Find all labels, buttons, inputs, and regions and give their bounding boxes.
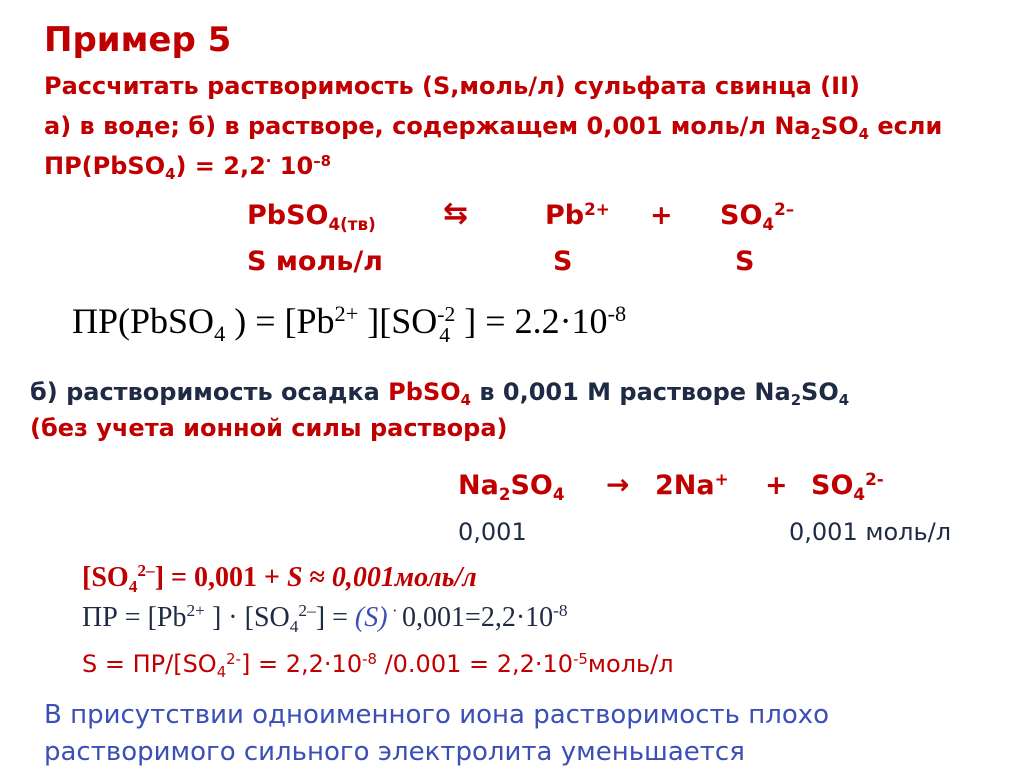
superscript: 2– [774, 198, 795, 219]
formula-part: /0.001 = 2,2·10 [376, 650, 574, 678]
reaction2-plus: + [765, 470, 788, 501]
formula-part: Na [458, 470, 499, 501]
formula-part: SO [801, 378, 839, 406]
formula-part: S = ПР/[SO [82, 650, 217, 678]
superscript: 2– [137, 561, 155, 581]
reaction2-product1 [655, 470, 729, 501]
solubility-product-formula [72, 300, 627, 347]
formula-part: 2Na [655, 470, 715, 501]
dot: · [387, 601, 403, 621]
conclusion-line-1: В присутствии одноименного иона растворимость плохо [44, 700, 830, 730]
reaction1-product2 [720, 198, 795, 234]
reaction2-reactant [458, 470, 565, 504]
formula-part: PbSO [247, 200, 329, 231]
superscript: 2+ [186, 601, 205, 621]
formula-part: Pb [545, 200, 585, 231]
task-line-2 [44, 112, 943, 144]
reaction1-plus: + [650, 200, 673, 231]
subscript: 4 [838, 391, 850, 410]
formula-part: (S) [354, 602, 388, 633]
calc-line-3 [82, 649, 674, 682]
reaction-arrow-icon: → [606, 468, 630, 501]
calc-line-1 [82, 561, 477, 597]
page-title: Пример 5 [44, 20, 232, 60]
subscript: 4 [853, 483, 866, 504]
subscript: 4 [460, 391, 471, 410]
reaction1-product1 [545, 200, 610, 231]
subscript: 4 [552, 483, 565, 504]
exponent: -8 [553, 601, 568, 621]
formula-part: S [286, 562, 303, 593]
formula-part: ][SO [358, 301, 438, 341]
formula-part: [SO [82, 562, 129, 593]
task-line-1-text: Рассчитать растворимость (S,моль/л) сульфата свинца (II) [44, 72, 860, 100]
part-b-text: в 0,001 М растворе Na [471, 378, 791, 406]
subscript: 2 [498, 483, 511, 504]
exponent: -5 [573, 649, 588, 668]
part-b-line-1 [30, 378, 850, 410]
subscript: 4 [439, 322, 451, 347]
task-line-2-text: а) в воде; б) в растворе, содержащем 0,001 моль/л Na [44, 112, 811, 140]
superscript: 2- [865, 468, 884, 489]
exponent: –8 [313, 151, 331, 170]
subscript: 2 [810, 125, 821, 144]
part-b-line-2: (без учета ионной силы раствора) [30, 414, 508, 442]
subscript: 4 [214, 320, 226, 346]
superscript: 2– [298, 601, 316, 621]
exponent: -8 [607, 300, 627, 326]
formula-part: ] = 0,001 + [154, 562, 287, 593]
formula-part: 0,001=2,2·10 [402, 602, 554, 633]
formula-part: ПР(PbSO [44, 152, 166, 180]
formula-part: ПР = [Pb [82, 602, 187, 633]
subscript: 4 [762, 213, 775, 234]
subscript: 4 [216, 663, 227, 682]
formula-part: ] · [SO [204, 602, 290, 633]
subscript: 4 [289, 617, 299, 637]
superscript: 2+ [584, 198, 610, 219]
equilibrium-arrow-icon: ⇆ [443, 196, 469, 231]
formula-part: PbSO [388, 378, 461, 406]
reaction2-product2 [811, 468, 884, 504]
reaction2-value-left: 0,001 [458, 518, 527, 546]
formula-part: ) = [Pb [225, 301, 335, 341]
task-line-1 [44, 72, 860, 100]
dot: · [265, 151, 272, 170]
reaction1-row2-col2: S [553, 246, 573, 277]
formula-part: ] = 2.2·10 [455, 301, 608, 341]
subscript: 4 [165, 165, 176, 184]
formula-part: 10 [271, 152, 314, 180]
reaction1-row2-col3: S [735, 246, 755, 277]
task-line-3 [44, 151, 331, 184]
subscript: 4(тв) [328, 213, 376, 234]
superscript: 2- [226, 649, 242, 668]
subscript: 2 [790, 391, 802, 410]
formula-part: SO [811, 470, 854, 501]
superscript: + [714, 468, 729, 489]
formula-part: ] = 2,2·10 [241, 650, 363, 678]
superscript: -2 [437, 302, 456, 327]
formula-part: ПР(PbSO [72, 301, 215, 341]
formula-part: 0,001моль/л [331, 562, 477, 593]
subscript: 4 [858, 125, 870, 144]
reaction1-row2-col1: S моль/л [247, 246, 383, 277]
formula-part: SO [720, 200, 763, 231]
formula-part: SO [820, 112, 859, 140]
formula-part: ≈ [302, 562, 332, 593]
exponent: -8 [362, 649, 377, 668]
part-b-text: б) растворимость осадка [30, 378, 389, 406]
conclusion-line-2: растворимого сильного электролита уменьшается [44, 737, 745, 767]
subscript: 4 [128, 577, 138, 597]
ion-index [437, 300, 456, 347]
formula-part: SO [510, 470, 553, 501]
superscript: 2+ [334, 300, 359, 326]
formula-part: моль/л [587, 650, 674, 678]
calc-line-2 [82, 601, 568, 637]
reaction1-reactant [247, 200, 376, 234]
formula-part: ] = [315, 602, 355, 633]
reaction2-value-right: 0,001 моль/л [789, 518, 952, 546]
formula-part: ) = 2,2 [175, 152, 266, 180]
task-line-2-end: если [869, 112, 943, 140]
